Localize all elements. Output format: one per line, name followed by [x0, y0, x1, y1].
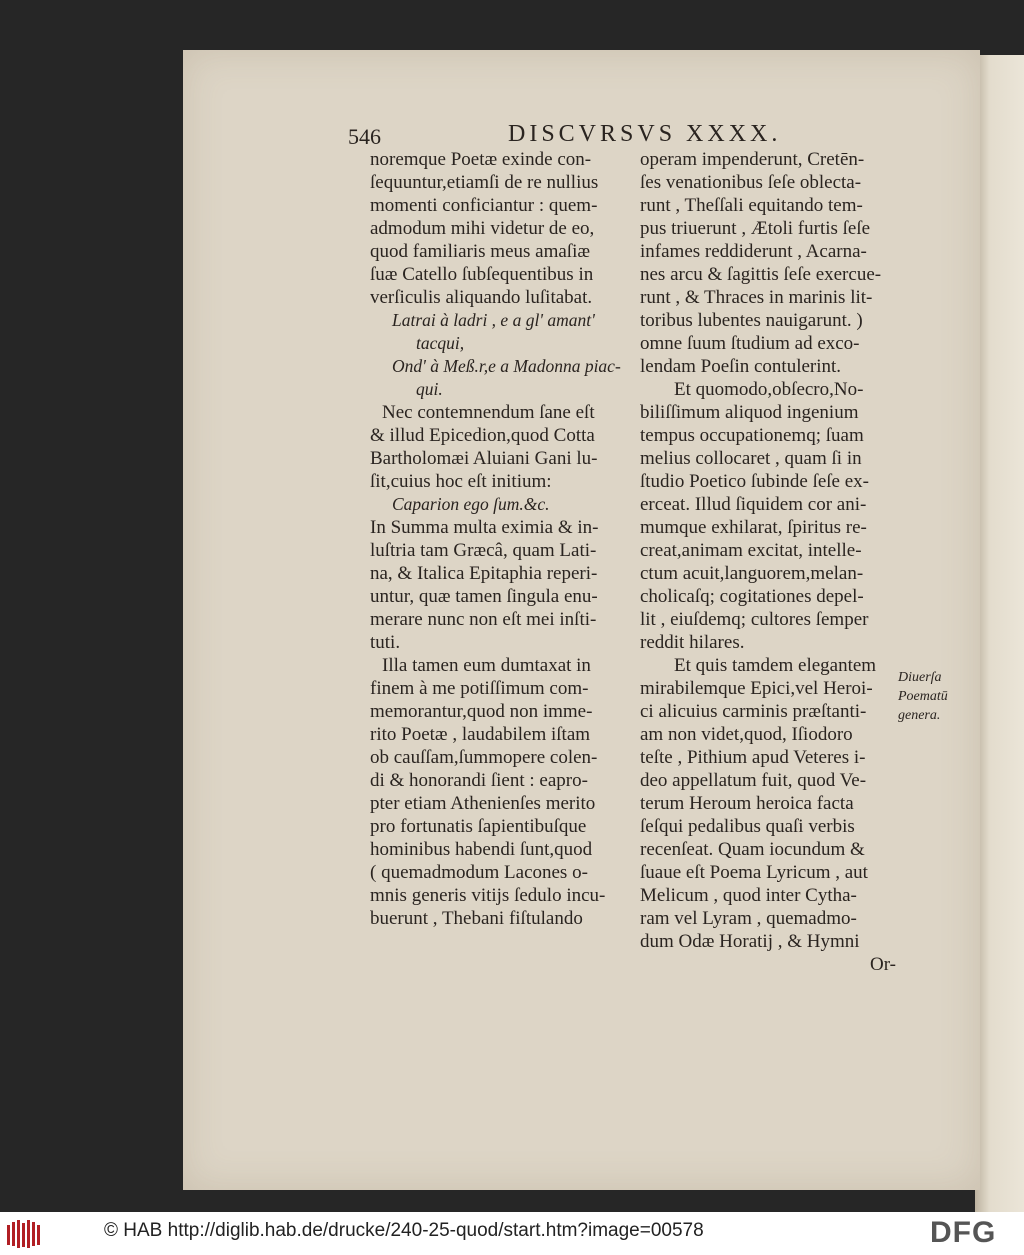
text-line: hominibus habendi ſunt,quod — [370, 839, 593, 860]
text-line: ctum acuit,languorem,melan- — [640, 563, 864, 584]
text-line: ram vel Lyram , quemadmo- — [640, 908, 857, 929]
footer-copyright-link[interactable]: © HAB http://diglib.hab.de/drucke/240-25-quod/start.htm?image=00578 — [104, 1220, 704, 1241]
text-line: Caparion ego ſum.&c. — [392, 494, 550, 514]
text-line: runt , Theſſali equitando tem- — [640, 195, 863, 216]
left-text-column — [370, 148, 632, 930]
text-line: momenti conficiantur : quem- — [370, 195, 598, 216]
text-line: nes arcu & ſagittis ſeſe exercue- — [640, 264, 882, 285]
text-line: admodum mihi videtur de eo, — [370, 218, 595, 239]
text-line: ſuæ Catello ſubſequentibus in — [370, 264, 594, 285]
text-line: Or- — [870, 954, 896, 975]
text-line: Melicum , quod inter Cytha- — [640, 885, 857, 906]
text-line: tacqui, — [416, 333, 465, 353]
text-line: Illa tamen eum dumtaxat in — [382, 655, 591, 676]
text-line: ſes venationibus ſeſe oblecta- — [640, 172, 862, 193]
margin-note-line: genera. — [898, 708, 941, 723]
text-line: Et quis tamdem elegantem — [674, 655, 877, 676]
right-text-column — [640, 148, 902, 976]
text-line: memorantur,quod non imme- — [370, 701, 593, 722]
text-line: ſuaue eſt Poema Lyricum , aut — [640, 862, 868, 883]
hab-logo-icon — [6, 1219, 46, 1249]
text-line: lendam Poeſin contulerint. — [640, 356, 842, 377]
text-line: luſtria tam Græcâ, quam Lati- — [370, 540, 597, 561]
text-line: Ond' à Meß.r,e a Madonna piac- — [392, 356, 621, 376]
text-line: & illud Epicedion,quod Cotta — [370, 425, 595, 446]
text-line: qui. — [416, 379, 443, 399]
text-line: deo appellatum fuit, quod Ve- — [640, 770, 867, 791]
text-line: terum Heroum heroica facta — [640, 793, 854, 814]
text-line: ſequuntur,etiamſi de re nullius — [370, 172, 599, 193]
text-line: noremque Poetæ exinde con- — [370, 149, 592, 170]
text-line: creat,animam excitat, intelle- — [640, 540, 862, 561]
text-line: In Summa multa eximia & in- — [370, 517, 599, 538]
text-line: ci alicuius carminis præſtanti- — [640, 701, 867, 722]
text-line: ob cauſſam,ſummopere colen- — [370, 747, 598, 768]
text-line: pus triuerunt , Ætoli furtis ſeſe — [640, 218, 871, 239]
text-line: erceat. Illud ſiquidem cor ani- — [640, 494, 867, 515]
text-line: infames reddiderunt , Acarna- — [640, 241, 867, 262]
text-line: dum Odæ Horatij , & Hymni — [640, 931, 860, 952]
text-line: biliſſimum aliquod ingenium — [640, 402, 859, 423]
text-line: rito Poetæ , laudabilem iſtam — [370, 724, 591, 745]
text-line: tuti. — [370, 632, 401, 653]
text-line: mnis generis vitijs ſedulo incu- — [370, 885, 606, 906]
text-line: mirabilemque Epici,vel Heroi- — [640, 678, 873, 699]
text-line: teſte , Pithium apud Veteres i- — [640, 747, 866, 768]
text-line: toribus lubentes nauigarunt. ) — [640, 310, 863, 331]
text-line: untur, quæ tamen ſingula enu- — [370, 586, 598, 607]
text-line: mumque exhilarat, ſpiritus re- — [640, 517, 867, 538]
facing-page-edge — [975, 55, 1024, 1212]
margin-note — [898, 668, 948, 725]
text-line: Bartholomæi Aluiani Gani lu- — [370, 448, 598, 469]
text-line: am non videt,quod, Iſiodoro — [640, 724, 853, 745]
text-line: Nec contemnendum ſane eſt — [382, 402, 595, 423]
text-line: cholicaſq; cogitationes depel- — [640, 586, 864, 607]
text-line: lit , eiuſdemq; cultores ſemper — [640, 609, 869, 630]
text-line: pter etiam Athenienſes merito — [370, 793, 596, 814]
text-line: verſiculis aliquando luſitabat. — [370, 287, 593, 308]
dfg-logo: DFG — [930, 1216, 997, 1249]
text-line: operam impenderunt, Cretēn- — [640, 149, 865, 170]
text-line: di & honorandi ſient : eapro- — [370, 770, 588, 791]
margin-note-line: Diuerſa — [898, 670, 942, 685]
margin-note-line: Poematū — [898, 689, 948, 704]
page-number: 546 — [348, 124, 381, 149]
text-line: na, & Italica Epitaphia reperi- — [370, 563, 598, 584]
text-line: ( quemadmodum Lacones o- — [370, 862, 588, 883]
text-line: buerunt , Thebani fiſtulando — [370, 908, 583, 929]
text-line: merare nunc non eſt mei inſti- — [370, 609, 597, 630]
text-line: finem à me potiſſimum com- — [370, 678, 589, 699]
text-line: runt , & Thraces in marinis lit- — [640, 287, 873, 308]
text-line: recenſeat. Quam iocundum & — [640, 839, 865, 860]
text-line: ſeſqui pedalibus quaſi verbis — [640, 816, 855, 837]
text-line: tempus occupationemq; ſuam — [640, 425, 864, 446]
text-line: Latrai à ladri , e a gl' amant' — [392, 310, 595, 330]
text-line: ſit,cuius hoc eſt initium: — [370, 471, 552, 492]
text-line: ſtudio Poetico ſubinde ſeſe ex- — [640, 471, 870, 492]
text-line: quod familiaris meus amaſiæ — [370, 241, 591, 262]
text-line: pro fortunatis ſapientibuſque — [370, 816, 587, 837]
text-line: Et quomodo,obſecro,No- — [674, 379, 864, 400]
text-line: omne ſuum ſtudium ad exco- — [640, 333, 860, 354]
text-line: melius collocaret , quam ſi in — [640, 448, 862, 469]
running-title: DISCVRSVS XXXX. — [508, 121, 782, 147]
text-line: reddit hilares. — [640, 632, 745, 653]
